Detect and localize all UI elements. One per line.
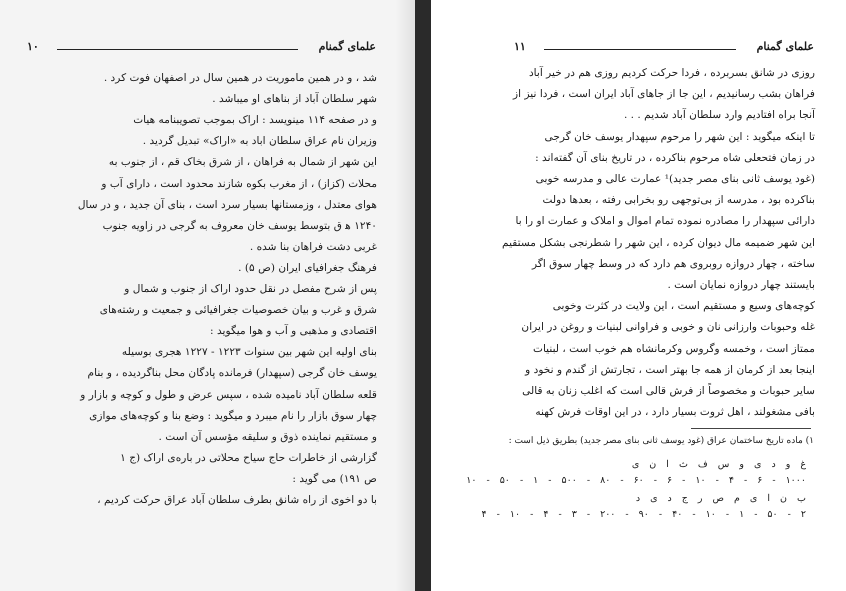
right-header-rule: [544, 49, 736, 50]
text-line: اقتصادی و مذهبی و آب و هوا میگوید :: [210, 325, 377, 338]
text-line: روزی در شانق بسربرده ، فردا حرکت کردیم روزی هم در خیر آباد: [528, 67, 815, 79]
right-page: [431, 0, 846, 591]
text-line: با دو اخوی از راه شانق بطرف سلطان آباد عراق حرکت کردیم ،: [97, 494, 377, 506]
text-line: یوسف خان گرجی (سپهدار) فرمانده پادگان محل بناگردیده ، و بنام: [87, 367, 377, 380]
left-header-title: علمای گمنام: [318, 40, 376, 53]
text-line: هوای معتدل ، وزمستانها بسیار سرد است ، بنای آن جدید ، و در سال: [77, 198, 377, 211]
text-line: دارائی سپهدار را مصادره نموده تمام اموال و املاک و عمارت او را با: [515, 215, 815, 228]
text-line: فراهان بشب رسانیدیم ، این جا از جاهای آباد ایران است ، فردا نیز از: [513, 88, 815, 101]
book-gutter: [415, 0, 431, 591]
page-fold-shadow: [395, 0, 415, 591]
text-line: ص ۱۹۱) می گوید :: [292, 472, 377, 485]
text-line: غربی دشت فراهان بنا شده .: [249, 240, 377, 253]
right-page-header: [514, 40, 814, 58]
footnote-row1-values: ۱۰۰۰ - ۶ - ۴ - ۱۰ - ۶ - ۶۰ - ۸۰ - ۵۰۰ - ۱ - ۵۰ - ۱۰: [466, 475, 806, 486]
text-line: ممتاز است ، وخمسه وگروس وکرمانشاه هم خوب است ، لبنیات: [532, 342, 815, 355]
right-page-number: ۱۱: [514, 40, 526, 53]
text-line: بنای اولیه این شهر بین سنوات ۱۲۲۳ - ۱۲۲۷ هجری بوسیله: [121, 346, 377, 359]
text-line: شد ، و در همین ماموریت در همین سال در اصفهان فوت کرد .: [103, 72, 377, 84]
text-line: ساخته ، چهار دروازه روبروی هم دارد که در وسط چهار سوق اگر: [531, 257, 815, 270]
text-line: وزیران نام عراق سلطان اباد به «اراک» تبدیل گردید .: [142, 135, 377, 148]
text-line: فرهنگ جغرافیای ایران (ص ۵) .: [238, 261, 377, 274]
text-line: بافی مشغولند ، اهل ثروت بسیار دارد ، در این اوقات فرش کهنه: [535, 406, 815, 419]
text-line: قلعه سلطان آباد نامیده شده ، سپس عرض و طول و کوچه و بازار و: [80, 388, 377, 401]
text-line: این شهر ضمیمه مال دیوان کرده ، این شهر را شطرنجی بشکل مستقیم: [502, 236, 815, 249]
text-line: اینجا بعد از کرمان از همه جا بهتر است ، تجارتش از گندم و نخود و: [525, 363, 815, 376]
text-line: گزارشی از خاطرات حاج سیاح محلاتی در باره‌ی اراک (ج ۱: [120, 451, 377, 464]
text-line: بناکرده بود ، مدرسه از بی‌توجهی رو بخرابی رفته ، بعدها دولت: [542, 194, 815, 207]
footnote-text: ۱) ماده تاریخ ساختمان عراق (غود یوسف ثانی بنای مصر جدید) بطریق ذیل است :: [508, 436, 814, 446]
text-line: (غود یوسف ثانی بنای مصر جدید)¹ عمارت عالی و مدرسه خوبی: [535, 173, 815, 185]
footnote-rule: [691, 428, 811, 429]
text-line: شهر سلطان آباد از بناهای او میباشد .: [212, 93, 377, 106]
text-line: آنجا براه افتادیم وارد سلطان آباد شدیم . . .: [623, 109, 815, 122]
text-line: چهار سوق بازار را نام میبرد و میگوید : وضع بنا و کوچه‌های موازی: [89, 409, 377, 422]
text-line: غله وحبوبات وارزانی نان و خوبی و فراوانی لبنیات و روغن در ایران: [521, 321, 815, 334]
text-line: تا اینکه میگوید : این شهر را مرحوم سپهدار یوسف خان گرجی: [544, 130, 815, 143]
text-line: و در صفحه ۱۱۴ مینویسد : اراک بموجب تصویبنامه هیات: [133, 114, 377, 127]
text-line: این شهر از شمال به فراهان ، از شرق بخاک قم ، از جنوب به: [108, 156, 377, 169]
footnote-row2-values: ۲ - ۵۰ - ۱ - ۱۰ - ۴۰ - ۹۰ - ۲۰۰ - ۳ - ۴ - ۱۰ - ۴: [481, 509, 806, 520]
footnote-row2-letters: ب ن ا ی م ص ر ج د ی د: [635, 493, 806, 504]
text-line: بایستند چهار دروازه نمایان است .: [667, 279, 815, 291]
text-line: محلات (کزاز) ، از مغرب بکوه شازند محدود است ، دارای آب و: [101, 177, 377, 190]
text-line: سایر حبوبات و مخصوصاً از فرش قالی است که اغلب زنان به قالی: [522, 385, 815, 397]
left-page: [0, 0, 415, 591]
text-line: ۱۲۴۰ ه‍ ق بتوسط یوسف خان معروف به گرجی در زاویه جنوب: [102, 219, 377, 232]
left-header-rule: [57, 49, 298, 50]
right-header-title: علمای گمنام: [756, 40, 814, 53]
text-line: شرق و غرب و بیان خصوصیات جغرافیائی و جمعیت و رشته‌های: [99, 304, 377, 317]
left-page-header: [27, 40, 376, 58]
text-line: پس از شرح مفصل در نقل حدود اراک از جنوب و شمال و: [124, 283, 377, 295]
left-page-number: ۱۰: [27, 40, 39, 53]
text-line: در زمان فتحعلی شاه مرحوم بناکرده ، در تاریخ بنای آن گفته‌اند :: [535, 151, 815, 164]
text-line: و مستقیم نماینده ذوق و سلیقه مؤسس آن است .: [158, 430, 377, 443]
text-line: کوچه‌های وسیع و مستقیم است ، این ولایت در کثرت وخوبی: [552, 300, 815, 313]
footnote-row1-letters: غ و د ی و س ف ث ا ن ی: [631, 459, 806, 470]
